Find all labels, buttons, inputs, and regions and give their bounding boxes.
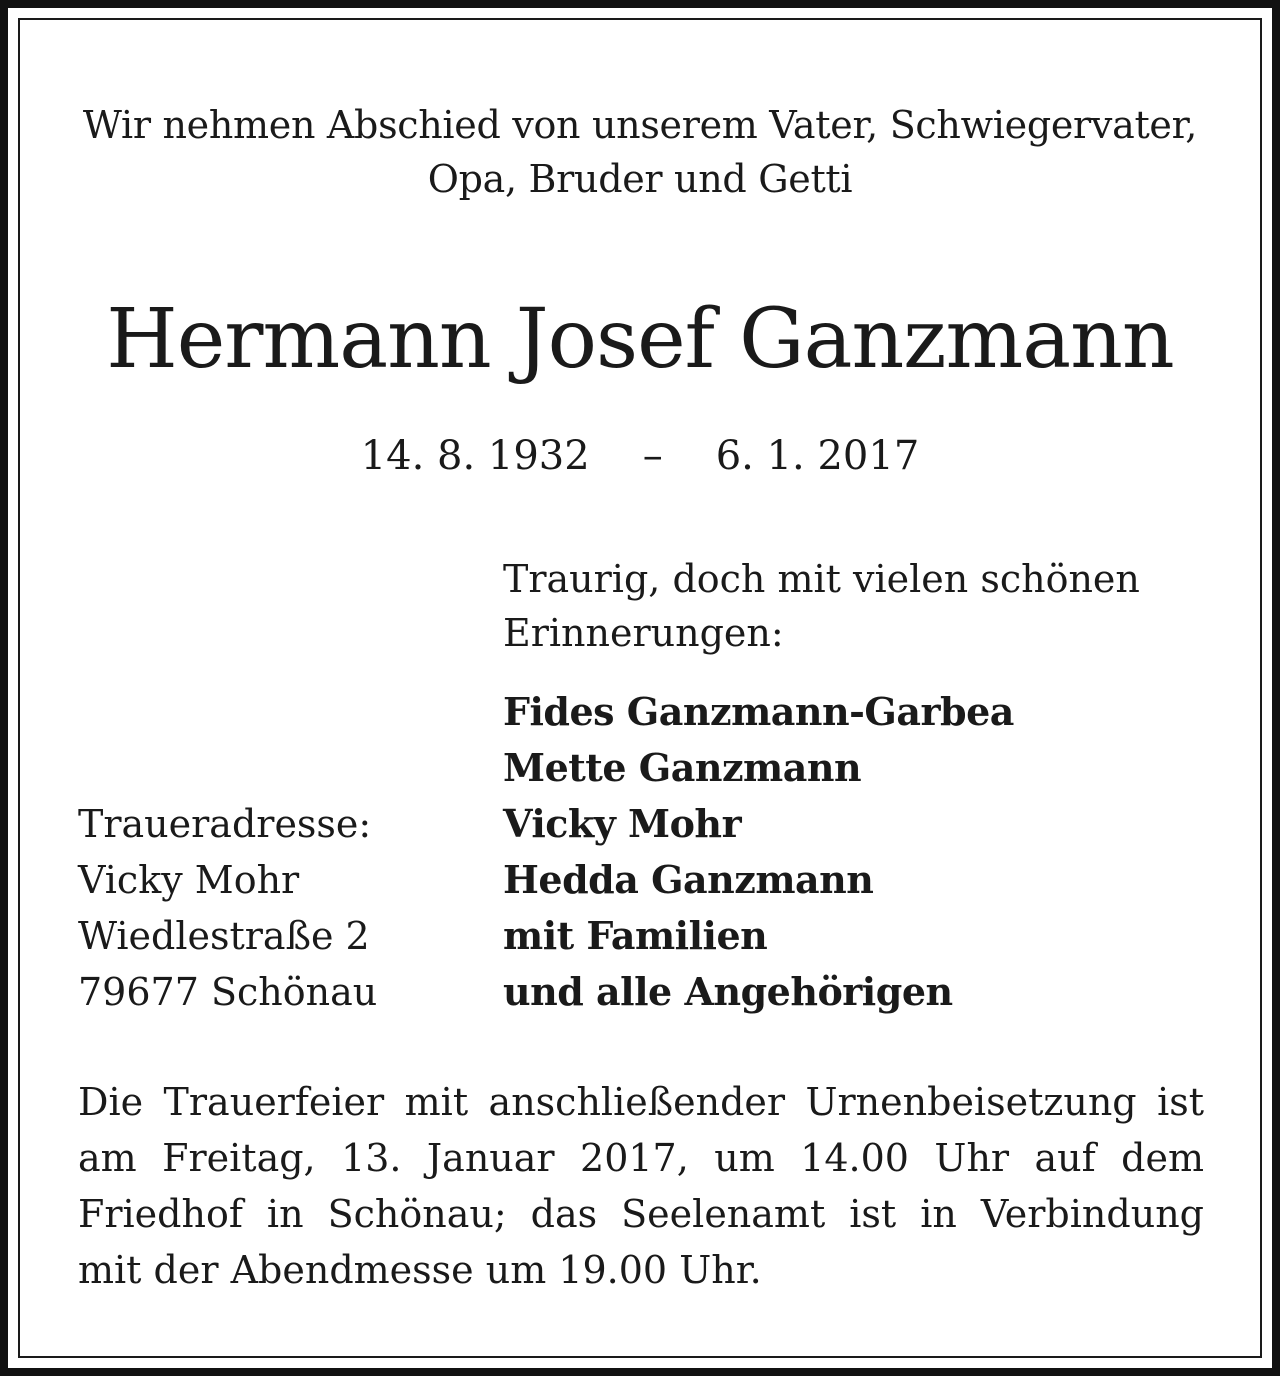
mourner-families: mit Familien <box>503 913 768 958</box>
intro-line-1: Wir nehmen Abschied von unserem Vater, Schwiegervater, <box>82 103 1198 147</box>
sorrow-text <box>503 552 1140 660</box>
sorrow-line-2: Erinnerungen: <box>503 611 784 655</box>
service-notice <box>78 1074 1204 1298</box>
mourner-name: Vicky Mohr <box>503 801 742 846</box>
mourner-name: Fides Ganzmann-Garbea <box>503 689 1014 734</box>
mourner-relatives: und alle Angehörigen <box>503 969 953 1014</box>
intro-line-2: Opa, Bruder und Getti <box>427 157 853 201</box>
service-line-3: Friedhof in Schönau; das Seelenamt ist in Verbindung <box>78 1192 1204 1236</box>
service-line-1: Die Trauerfeier mit anschließender Urnenbeisetzung ist <box>78 1080 1204 1124</box>
mourning-address <box>78 796 377 1020</box>
life-dates <box>0 428 1280 484</box>
address-name: Vicky Mohr <box>78 858 300 902</box>
service-line-4: mit der Abendmesse um 19.00 Uhr. <box>78 1248 762 1292</box>
intro-text <box>0 98 1280 206</box>
mourners-list <box>503 684 1014 1020</box>
deceased-name: Hermann Josef Ganzmann <box>106 292 1174 387</box>
address-street: Wiedlestraße 2 <box>78 914 370 958</box>
address-label: Traueradresse: <box>78 802 372 846</box>
mourner-name: Hedda Ganzmann <box>503 857 874 902</box>
service-line-2: am Freitag, 13. Januar 2017, um 14.00 Uhr auf dem <box>78 1136 1204 1180</box>
sorrow-line-1: Traurig, doch mit vielen schönen <box>503 557 1140 601</box>
birth-date: 14. 8. 1932 <box>360 433 590 479</box>
mourner-name: Mette Ganzmann <box>503 745 862 790</box>
address-city: 79677 Schönau <box>78 970 378 1014</box>
date-separator: – <box>642 433 663 479</box>
death-date: 6. 1. 2017 <box>715 433 920 479</box>
